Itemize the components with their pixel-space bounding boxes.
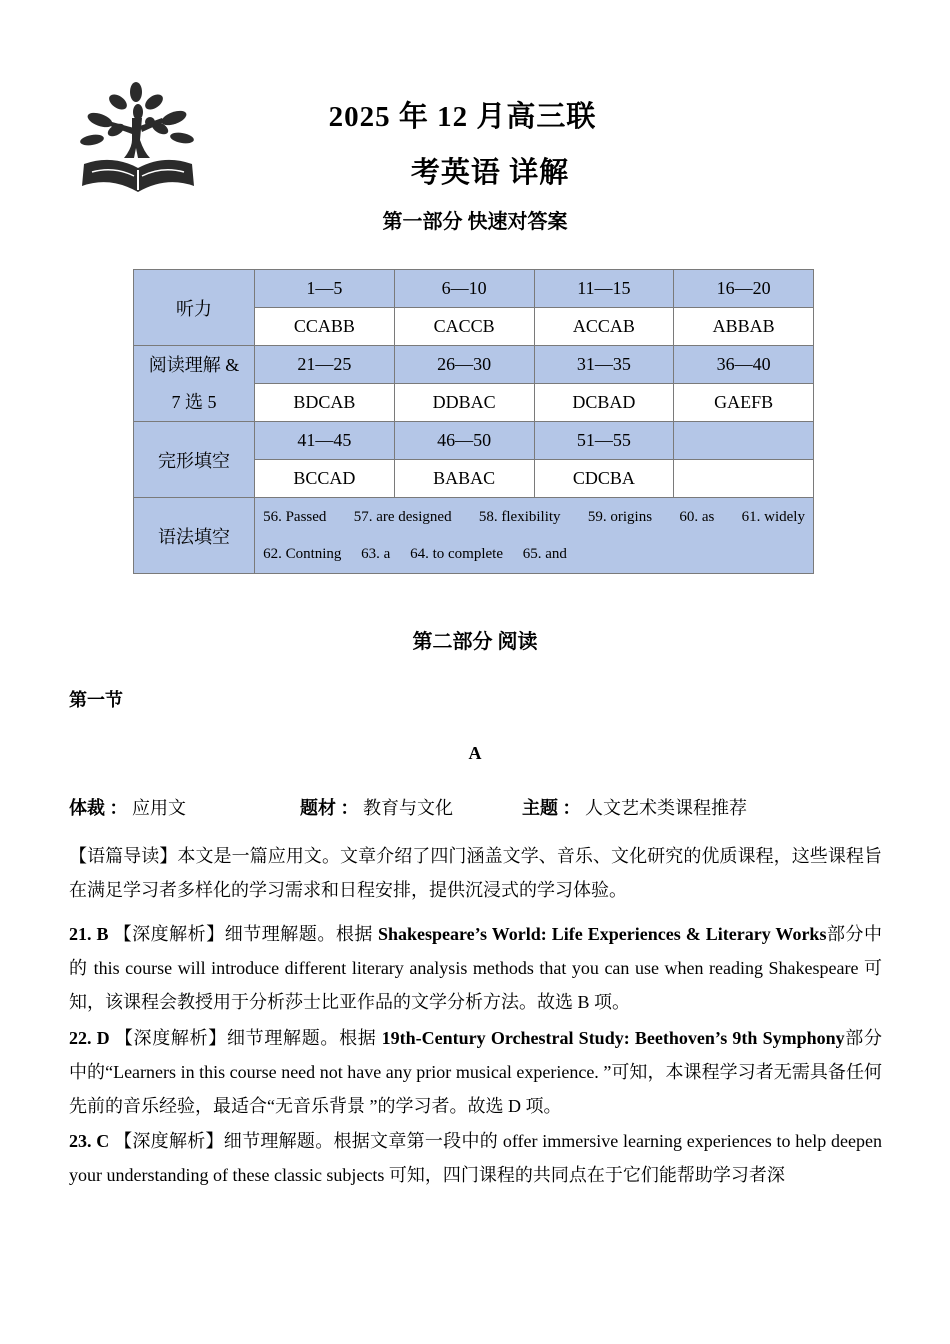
theme-value: 人文艺术类课程推荐 <box>585 798 747 818</box>
passage-letter: A <box>468 743 482 763</box>
row-label-listening: 听力 <box>134 270 255 346</box>
range-cell: 51—55 <box>534 422 674 460</box>
range-cell: 26—30 <box>394 346 534 384</box>
answer-cell: CDCBA <box>534 460 674 498</box>
grammar-item: 62. Contning <box>263 545 342 562</box>
answer-cell: CCABB <box>255 308 395 346</box>
answer-cell: BDCAB <box>255 384 395 422</box>
range-cell: 6—10 <box>394 270 534 308</box>
grammar-item: 59. origins <box>587 508 653 525</box>
course-title: 19th-Century Orchestral Study: Beethoven’s 9th Symphony <box>381 1028 845 1048</box>
grammar-item: 61. widely <box>741 508 805 525</box>
answer-table <box>133 269 814 574</box>
range-cell: 36—40 <box>674 346 814 384</box>
table-row <box>134 346 814 384</box>
topic-label: 题材 ： <box>300 798 359 818</box>
explanation-lead: 【深度解析】细节理解题。根据 <box>114 1028 377 1048</box>
range-cell: 16—20 <box>674 270 814 308</box>
question-21-explanation <box>69 917 882 1019</box>
answer-cell: DCBAD <box>534 384 674 422</box>
passage-intro: 【语篇导读】本文是一篇应用文。文章介绍了四门涵盖文学、音乐、文化研究的优质课程，这些课程旨在满足学习者多样化的学习需求和日程安排，提供沉浸式的学习体验。 <box>69 846 882 900</box>
genre-value: 应用文 <box>132 798 186 818</box>
table-row <box>134 422 814 460</box>
question-number: 22. D <box>69 1028 110 1048</box>
answer-cell: GAEFB <box>674 384 814 422</box>
range-cell: 41—45 <box>255 422 395 460</box>
part2-heading: 第二部分 阅读 <box>412 631 538 653</box>
row-label-reading-line2: 7 选 5 <box>171 391 217 412</box>
explanation-lead: 【深度解析】细节理解题。根据 <box>113 924 373 944</box>
grammar-item: 60. as <box>679 508 715 525</box>
table-row <box>134 270 814 308</box>
grammar-item: 65. and <box>522 545 567 562</box>
course-title: Shakespeare’s World: Life Experiences & Literary Works <box>377 924 827 944</box>
answer-cell: ABBAB <box>674 308 814 346</box>
row-label-reading <box>134 346 255 422</box>
answer-cell <box>674 460 814 498</box>
answer-cell: CACCB <box>394 308 534 346</box>
grammar-item: 57. are designed <box>353 508 452 525</box>
grammar-item: 56. Passed <box>263 508 327 525</box>
question-number: 23. C <box>69 1131 110 1151</box>
theme-label: 主题 ： <box>522 798 581 818</box>
question-23-explanation <box>69 1124 882 1192</box>
title-line-2: 考英语 详解 <box>410 157 570 189</box>
explanation-text: 【深度解析】细节理解题。根据文章第一段中的 offer immersive learning experiences to help deepen your understanding of these classic subjects 可知，四门课程的共同点在于它们能帮助学习者深 <box>69 1131 883 1185</box>
topic-value: 教育与文化 <box>363 798 453 818</box>
range-cell <box>674 422 814 460</box>
genre-label: 体裁 ： <box>69 798 128 818</box>
explanation-text: 部分中的 this course will introduce different literary analysis methods that you can use when reading Shakespeare 可知，该课程会教授用于分析莎士比亚作品的文学分析方法。故选 B 项。 <box>69 924 883 1012</box>
grammar-item: 63. a <box>361 545 391 562</box>
table-row <box>134 498 814 574</box>
question-22-explanation <box>69 1021 882 1123</box>
answer-cell: BABAC <box>394 460 534 498</box>
range-cell: 31—35 <box>534 346 674 384</box>
row-label-grammar: 语法填空 <box>134 498 255 574</box>
grammar-item: 64. to complete <box>410 545 503 562</box>
row-label-reading-line1: 阅读理解 & <box>148 354 240 375</box>
range-cell: 11—15 <box>534 270 674 308</box>
answer-cell: BCCAD <box>255 460 395 498</box>
question-number: 21. B <box>69 924 109 944</box>
section-heading: 第一节 <box>69 690 123 710</box>
range-cell: 21—25 <box>255 346 395 384</box>
grammar-answers <box>255 498 814 574</box>
theme-field <box>522 794 747 820</box>
grammar-item: 58. flexibility <box>478 508 561 525</box>
answer-cell: ACCAB <box>534 308 674 346</box>
range-cell: 46—50 <box>394 422 534 460</box>
answer-cell: DDBAC <box>394 384 534 422</box>
title-line-1: 2025 年 12 月高三联 <box>328 101 597 133</box>
explanation-text: 部分中的“Learners in this course need not have any prior musical experience. ”可知，本课程学习者无需具备任何先前的音乐经验，最适合“无音乐背景 ”的学习者。故选 D 项。 <box>69 1028 882 1116</box>
part1-heading: 第一部分 快速对答案 <box>382 211 568 233</box>
row-label-cloze: 完形填空 <box>134 422 255 498</box>
range-cell: 1—5 <box>255 270 395 308</box>
genre-field <box>69 794 186 820</box>
topic-field <box>300 794 453 820</box>
